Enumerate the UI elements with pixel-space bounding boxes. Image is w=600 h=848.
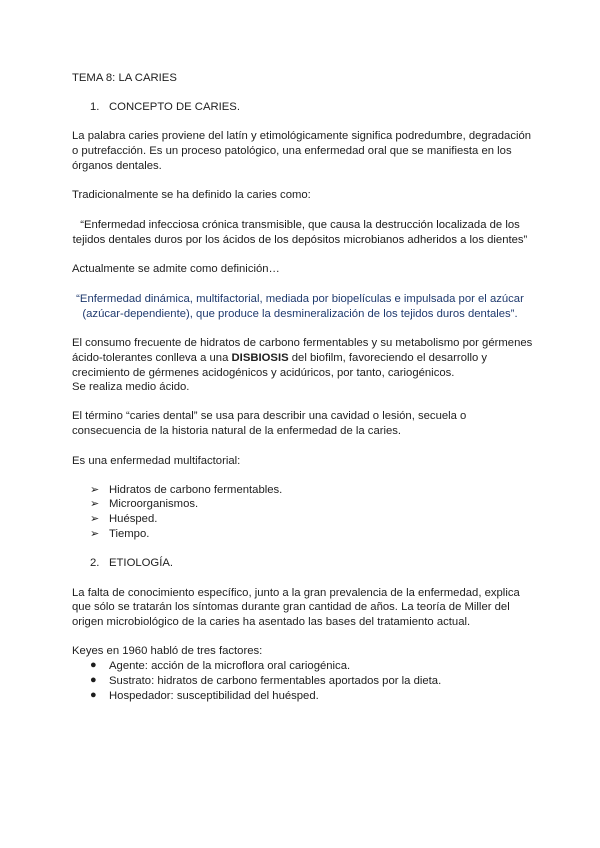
list-item-text: Agente: acción de la microflora oral cariogénica. [109,660,351,672]
paragraph-line: crecimiento de gérmenes acidogénicos y acidúricos, por tanto, cariogénicos. [72,367,455,379]
list-item-text: Huésped. [109,513,158,525]
list-item-text: Microorganismos. [109,498,199,510]
section-1-number: 1. [90,101,100,113]
text-run: ácido-tolerantes conlleva a una [72,352,232,364]
dot-bullet-icon: ● [90,689,97,701]
quote-line: “Enfermedad infecciosa crónica transmisible, que causa la destrucción localizada de los [80,219,520,231]
paragraph-line: El consumo frecuente de hidratos de carbono fermentables y su metabolismo por gérmenes [72,337,533,349]
paragraph-keyes: Keyes en 1960 habló de tres factores: [72,645,263,657]
page-title: TEMA 8: LA CARIES [72,72,177,84]
paragraph-line: La palabra caries proviene del latín y etimológicamente significa podredumbre, degradación [72,130,532,142]
quote-line: tejidos dentales duros por los ácidos de los depósitos microbianos adheridos a los dientes” [72,234,528,246]
quote-line: (azúcar-dependiente), que produce la desmineralización de los tejidos duros dentales”. [82,308,518,320]
paragraph-line: El término “caries dental” se usa para describir una cavidad o lesión, secuela o [72,410,467,422]
paragraph-line: Se realiza medio ácido. [72,381,190,393]
dot-bullet-icon: ● [90,659,97,671]
paragraph-traditional-definition: Tradicionalmente se ha definido la caries como: [72,189,311,201]
section-2-number: 2. [90,557,100,569]
list-item-text: Hospedador: susceptibilidad del huésped. [109,690,319,702]
list-item-text: Sustrato: hidratos de carbono fermentables aportados por la dieta. [109,675,442,687]
paragraph-line: órganos dentales. [72,160,162,172]
arrow-bullet-icon: ➢ [90,498,100,510]
paragraph-line: que sólo se tratarán los síntomas durante gran cantidad de años. La teoría de Miller del [72,601,510,613]
arrow-bullet-icon: ➢ [90,513,100,525]
paragraph-multifactorial: Es una enfermedad multifactorial: [72,455,241,467]
paragraph-line: consecuencia de la historia natural de la enfermedad de la caries. [72,425,402,437]
dysbiosis-term: DISBIOSIS [231,352,289,364]
list-item-text: Tiempo. [109,528,150,540]
arrow-bullet-icon: ➢ [90,484,100,496]
list-item-text: Hidratos de carbono fermentables. [109,484,283,496]
quote-line: “Enfermedad dinámica, multifactorial, mediada por biopelículas e impulsada por el azúcar [76,293,524,305]
arrow-bullet-icon: ➢ [90,528,100,540]
text-run: del biofilm, favoreciendo el desarrollo y [288,352,488,364]
paragraph-line [72,351,487,366]
paragraph-current-definition: Actualmente se admite como definición… [72,263,280,275]
paragraph-line: La falta de conocimiento específico, junto a la gran prevalencia de la enfermedad, explica [72,587,520,599]
dot-bullet-icon: ● [90,674,97,686]
section-2-heading: ETIOLOGÍA. [109,557,174,569]
paragraph-line: o putrefacción. Es un proceso patológico, una enfermedad oral que se manifiesta en los [72,145,512,157]
paragraph-line: origen microbiológico de la caries ha asentado las bases del tratamiento actual. [72,616,471,628]
section-1-heading: CONCEPTO DE CARIES. [109,101,240,113]
